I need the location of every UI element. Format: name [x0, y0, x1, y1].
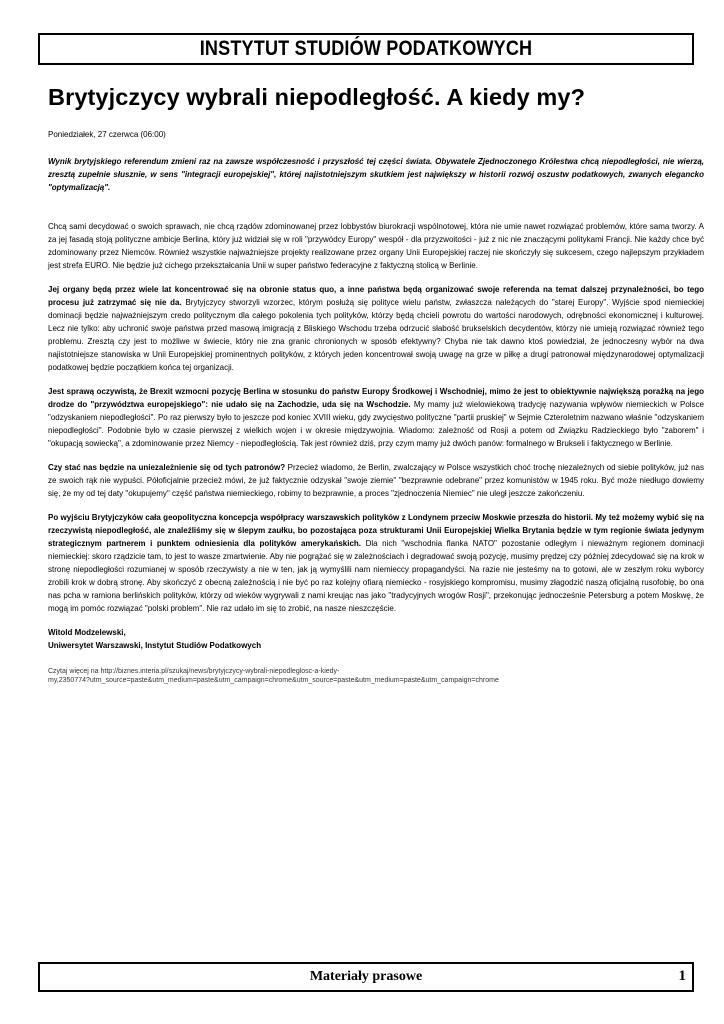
footer-label: Materiały prasowe — [309, 969, 423, 984]
footer-banner — [38, 962, 694, 992]
author-affiliation: Uniwersytet Warszawski, Instytut Studiów Podatkowych — [48, 641, 262, 650]
paragraph-2 — [48, 283, 704, 374]
paragraph-5-bold: Po wyjściu Brytyjczyków cała geopolityczna koncepcja współpracy warszawskich polityków z Londynem przeciw Moskwie przeszła do historii. My też możemy wybić się na rzeczywistą niepodległość, ale znaleźliśmy się w ślepym zaułku, bo pozostająca poza strukturami Unii Europejskiej Wielka Brytania będzie w tym regionie świata jedynym strategicznym partnerem i punktem odniesienia dla polityków amerykańskich. — [48, 513, 704, 548]
header-banner — [38, 33, 694, 65]
page-number: 1 — [678, 968, 686, 984]
paragraph-3 — [48, 385, 704, 450]
paragraph-3-text: My mamy już wielowiekową tradycję nazywania wpływów niemieckich w Polsce "odzyskaniem niepodległości". Po raz pierwszy było to jeszcze pod koniec XVIII wieku, gdy zwycięstwo polityczne "partii pruskiej" w Sejmie Czteroletnim nazwano właśnie "odzyskaniem niepodległości". Podobnie było w czasie pierwszej z wielkich wojen i w okresie międzywojnia. Wiadomo: zależność od Rosji a potem od Związku Radzieckiego było "zaborem" i "okupacją sowiecką", a zdominowanie przez Niemcy - niepodległością. Tak jest również dziś, przy czym mamy już dwóch panów: formalnego w Brukseli i faktycznego w Berlinie. — [48, 400, 704, 448]
article-date: Poniedziałek, 27 czerwca (06:00) — [48, 130, 166, 139]
paragraph-4 — [48, 461, 704, 500]
paragraph-2-bold: Jej organy będą przez wiele lat koncentrować się na obronie status quo, a inne państwa będą organizować swoje referenda na temat dalszej przynależności, bo tego procesu już zatrzymać się nie da. — [48, 285, 704, 307]
author-name: Witold Modzelewski, — [48, 628, 126, 637]
article-lead: Wynik brytyjskiego referendum zmieni raz na zawsze współczesność i przyszłość tej części świata. Obywatele Zjednoczonego Królestwa chcą niepodległości, nie wierzą, zresztą zupełnie słusznie, w sens "integracji europejskiej", której najistotniejszym skutkiem jest największy w historii rozwój oszustw podatkowych, zwanych elegancko "optymalizacją". — [48, 157, 704, 192]
institute-title: INSTYTUT STUDIÓW PODATKOWYCH — [199, 37, 533, 60]
article-title: Brytyjczycy wybrali niepodległość. A kiedy my? — [48, 84, 586, 110]
paragraph-4-text: Przecież wiadomo, że Berlin, zwalczający w Polsce wszystkich choć trochę niezależnych od siebie polityków, już nas ze swoich rąk nie wypuści. Półoficjalnie przecież mówi, że już faktycznie odzyskał "swoje ziemie" "bezprawnie odebrane" przez komunistów w 1945 roku. Być może niedługo dowiemy się, że my od tej daty "okupujemy" część państwa niemieckiego, robimy to bezprawnie, a proces "zjednoczenia Niemiec" nie uległ jeszcze zakończeniu. — [48, 463, 705, 498]
paragraph-2-text: Brytyjczycy stworzyli wzorzec, którym posłużą się polityce wielu państw, zwłaszcza należących do "starej Europy". Wyjście spod niemieckiej dominacji będzie najważniejszym credo politycznym dla całego pokolenia tych polityków, którzy będą chcieli powrotu do wartości narodowych, odrębności ekonomicznej i kulturowej. Lecz nie tylko: aby uchronić swoje państwa przed masową imigracją z Bliskiego Wschodu trzeba odrzucić słabość brukselskich decydentów, którzy nie umieją rozwiązać również tego problemu. Zresztą czy jest to możliwe w świecie, który nie zna granic chronionych w sposób efektywny? Chyba nie tak dawno ktoś powiedział, że jednoczesny wybór na dwa najistotniejsze stanowiska w Unii Europejskiej prominentnych polityków, z których jeden koncentrował swoją uwagę na grze w piłkę a drugi patronował międzynarodowej optymalizacji podatkowej będzie początkiem końca tej organizacji. — [48, 298, 704, 372]
source-line-1[interactable]: Czytaj więcej na http://biznes.interia.pl/szukaj/news/brytyjczycy-wybrali-niepodleglosc-a-kiedy- — [48, 668, 340, 675]
article-body — [48, 155, 704, 685]
paragraph-5-text: Dla nich "wschodnia flanka NATO" pozostanie odległym i nieważnym regionem dominacji niemieckiej: skoro rządzicie tam, to jest to wasze zmartwienie. Aby nie pogrążać się w zależnościach i degradować swoją pozycję, musimy prędzej czy później zdecydować się na krok w stronę niepodległości rozumianej w sposób rzeczywisty a nie w ten, jak ją wymyślili nam niemieccy propagandyści. Na razie nie jesteśmy na to gotowi, ale w zeszłym roku wyborcy zrobili krok w dobrą stronę. Aby skończyć z obecną zależnością i nie być po raz kolejny ofiarą niemiecko - rosyjskiego kompromisu, musimy złagodzić naszą oficjalną rusofobię, bo ona nas pcha w ramiona berlińskich polityków, którzy od wieków wygrywali z nami kreując nas jako "tradycyjnych wrogów Rosji", przekonując jednocześnie Petersburg a potem Moskwę, że mogą im pomóc rozwiązać "polski problem". Nie raz udało im się to zrobić, na nasze nieszczęście. — [48, 539, 704, 613]
paragraph-5 — [48, 511, 704, 615]
paragraph-1: Chcą sami decydować o swoich sprawach, nie chcą rządów zdominowanej przez lobbystów biurokracji wspólnotowej, która nie umie nawet rozwiązać problemów, które sama tworzy. A za jej fasadą stoją polityczne ambicje Berlina, który już widział się w roli "przywódcy Europy" wespół - dla przyzwoitości - już z nic nie znaczącymi politykami Francji. Nie każdy chce być zdominowany przez Niemców. Również wszystkie najważniejsze projekty realizowane przez organy Unii Europejskiej raczej nie skończyły się sukcesem, czego najlepszym przykładem jest strefa EURO. Nie będzie już cichego przekształcania Unii w super państwo federacyjne z faktyczną stolicą w Berlinie. — [48, 222, 704, 270]
source-link[interactable] — [48, 667, 704, 685]
author-signature — [48, 626, 704, 652]
source-line-2[interactable]: my,2350774?utm_source=paste&utm_medium=paste&utm_campaign=chrome&utm_source=paste&utm_medium=paste&utm_campaign=chrome — [48, 677, 499, 684]
paragraph-4-bold: Czy stać nas będzie na uniezależnienie się od tych patronów? — [48, 463, 286, 472]
paragraph-3-bold: Jest sprawą oczywistą, że Brexit wzmocni pozycję Berlina w stosunku do państw Europy Środkowej i Wschodniej, mimo że jest to obiektywnie największą porażką na jego drodze do "przywództwa europejskiego": nie udało się na Zachodzie, uda się na Wschodzie. — [48, 387, 704, 409]
